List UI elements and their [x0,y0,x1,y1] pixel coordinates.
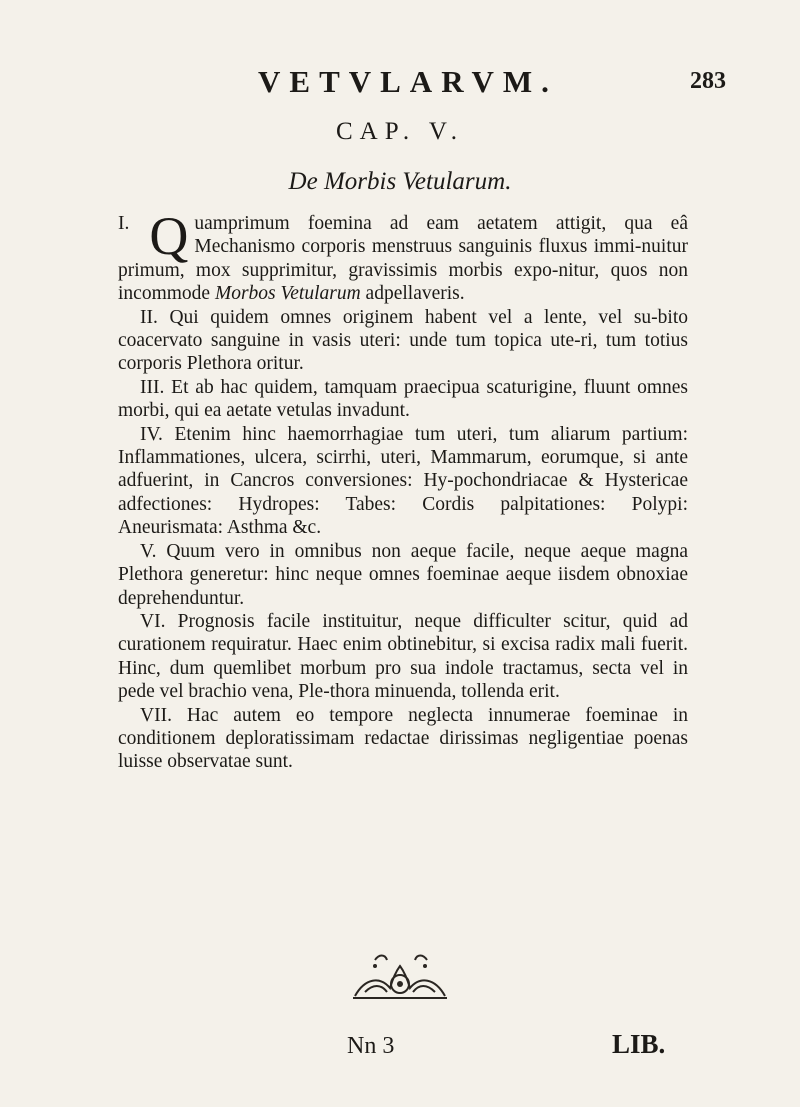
drop-cap: Q [149,206,189,266]
page-number: 283 [690,68,726,94]
italic-term: Morbos Vetularum [214,283,361,305]
paragraph-text: uamprimum foemina ad eam aetatem attigit, qua eâ Mechanismo corporis menstruus sanguinis fluxus immi-nuitur primum, mox supprimitur, gravissimis morbis expo-nitur, quos non incommode [118,213,688,305]
paragraph-7: VII. Hac autem eo tempore neglecta innumerae foeminae in conditionem deploratissimam redactae dirissimas negligentiae poenas luisse observatae sunt. [118,704,688,773]
running-head: VETVLARVM. [258,64,558,99]
chapter-title: De Morbis Vetularum. [288,168,512,195]
signature-mark: Nn 3 [347,1033,395,1059]
paragraph-text-end: adpellaveris. [360,283,465,305]
body-text [118,206,688,774]
paragraph-number: I. [118,213,130,234]
paragraph-1 [118,206,688,306]
paragraph-6: VI. Prognosis facile instituitur, neque difficulter scitur, quid ad curationem requiratur. Haec enim obtinebitur, si excisa radix mali fuerit. Hinc, dum quemlibet morbum pro sua indole tractamus, secta vel in pede vel brachio vena, Ple-thora minuenda, tollenda erit. [118,610,688,703]
paragraph-3: III. Et ab hac quidem, tamquam praecipua scaturigine, fluunt omnes morbi, qui ea aetate vetulas invadunt. [118,376,688,422]
catchword: LIB. [612,1029,666,1059]
chapter-heading: CAP. V. [336,118,464,145]
paragraph-5: V. Quum vero in omnibus non aeque facile, neque aeque magna Plethora generetur: hinc neque omnes foeminae aeque iisdem obnoxiae deprehenduntur. [118,540,688,609]
paragraph-4: IV. Etenim hinc haemorrhagiae tum uteri, tum aliarum partium: Inflammationes, ulcera, scirrhi, uteri, Mammarum, eorumque, si ante adfuerint, in Cancros conversiones: Hy-pochondriacae & Hystericae adfectiones: Hydropes: Tabes: Cordis palpitationes: Polypi: Aneurismata: Asthma &c. [118,423,688,539]
paragraph-2: II. Qui quidem omnes originem habent vel a lente, vel su-bito coacervato sanguine in vasis uteri: unde tum topica ute-ri, tum totius corporis Plethora oritur. [118,306,688,375]
floral-ornament-icon [345,948,455,1004]
